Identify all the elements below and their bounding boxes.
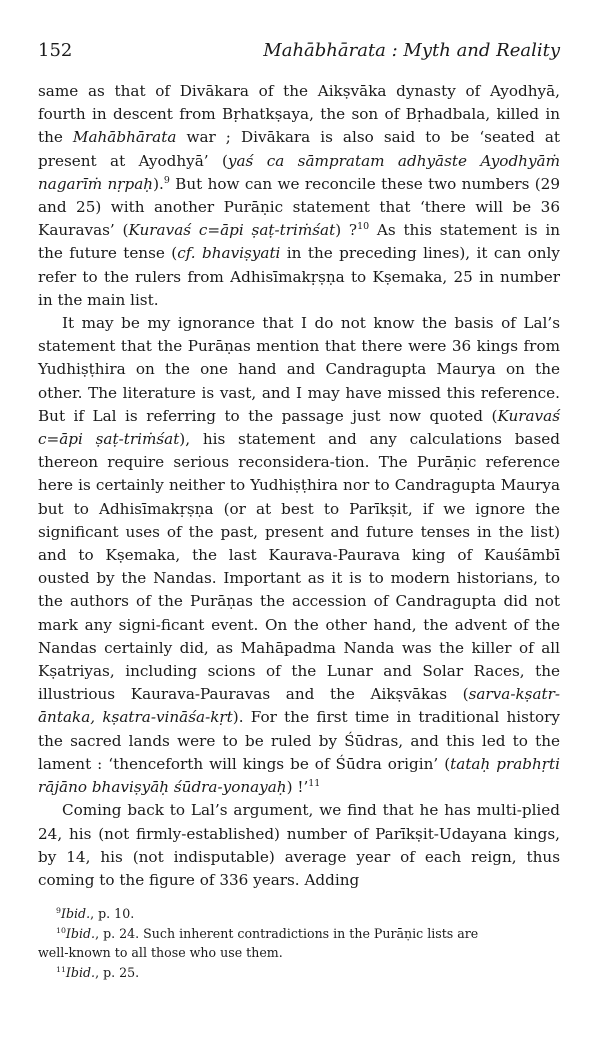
text-run: ) ? xyxy=(335,221,358,240)
footnote xyxy=(38,943,560,963)
italic-text: Mahābhārata xyxy=(72,128,177,147)
text-run: ). xyxy=(153,174,164,193)
footnote-marker: 11 xyxy=(308,778,321,790)
footnote-marker: 9 xyxy=(56,905,61,915)
paragraph xyxy=(38,80,560,312)
page-number: 152 xyxy=(38,40,73,61)
italic-text: Ibid. xyxy=(65,964,96,980)
footnote xyxy=(38,924,560,944)
footnote xyxy=(38,904,560,924)
italic-text: Kuravaś c=āpi ṣaṭ-triṁśat xyxy=(38,406,560,449)
italic-text: sarva-kṣatr-āntaka, kṣatra-vināśa-kṛt xyxy=(38,685,560,727)
page-header xyxy=(38,40,560,61)
body-text xyxy=(38,80,560,892)
text-run: in the preceding lines), it can only refer to the rulers from Adhisīmakṛṣṇa to Kṣemaka, 25 in number in the main list. xyxy=(38,244,560,309)
italic-text: cf. bhaviṣyati xyxy=(177,244,281,263)
text-run: ) !’ xyxy=(286,778,309,797)
text-run: ). For the first time in traditional history the sacred lands were to be ruled by Śūdras, and this led to the lament : ‘thenceforth will kings be of Śūdra origin’ ( xyxy=(38,708,561,773)
text-run: ), his statement and any calculations based thereon require serious reconsidera-tion. The Purāṇic reference here is certainly neither to Yudhiṣṭhira nor to Candragupta Maurya but to Adhisīmakṛṣṇa (or at best to Parīkṣit, if we ignore the significant uses of the past, present and future tenses in the list) and to Kṣemaka, the last Kaurava-Paurava king of Kauśāmbī ousted by the Nandas. Important as it is to modern historians, to the authors of the Purāṇas the accession of Candragupta did not mark any signi-ficant event. On the other hand, the advent of the Nandas certainly did, as Mahāpadma Nanda was the killer of all Kṣatriyas, including scions of the Lunar and Solar Races, the illustrious Kaurava-Pauravas and the Aikṣvākas ( xyxy=(38,430,560,704)
paragraph xyxy=(38,312,560,799)
footnote-marker: 9 xyxy=(163,174,170,186)
italic-text: yaś ca sāmpratam adhyāste Ayodhyāṁ nagarīṁ nṛpaḥ xyxy=(38,151,560,193)
paragraph xyxy=(38,799,560,892)
text-run: war ; Divākara is also said to be ‘seated at present at Ayodhyā’ ( xyxy=(38,128,560,170)
text-run: But how can we reconcile these two numbers (29 and 25) with another Purāṇic statement that ‘there will be 36 Kauravas’ ( xyxy=(38,174,560,240)
text-run: , p. 24. Such inherent contradictions in the Purāṇic lists are xyxy=(95,925,479,941)
text-run: , p. 25. xyxy=(95,964,140,980)
footnote xyxy=(38,963,560,983)
italic-text: tataḥ prabhṛti rājāno bhaviṣyāḥ śūdra-yonayaḥ xyxy=(38,754,561,797)
text-run: , p. 10. xyxy=(90,906,135,921)
footnote-marker: 11 xyxy=(56,964,66,974)
text-run: It may be my ignorance that I do not know the basis of Lal’s statement that the Purāṇas mention that there were 36 kings from Yudhiṣṭhira on the one hand and Candragupta Maurya on the other. The literature is vast, and I may have missed this reference. But if Lal is referring to the passage just now quoted ( xyxy=(38,314,560,425)
text-run: Coming back to Lal’s argument, we find that he has multi-plied 24, his (not firmly-established) number of Parīkṣit-Udayana kings, by 14, his (not indisputable) average year of each reign, thus coming to the figure of 336 years. Adding xyxy=(38,801,560,889)
italic-text: Ibid. xyxy=(65,925,96,941)
footnote-marker: 10 xyxy=(56,925,66,935)
footnotes xyxy=(38,904,560,982)
italic-text: Kuravaś c=āpi ṣaṭ-triṁśat xyxy=(128,221,336,240)
text-run: well-known to all those who use them. xyxy=(38,945,283,960)
running-title: Mahābhārata : Myth and Reality xyxy=(263,40,560,61)
italic-text: Ibid. xyxy=(60,906,91,921)
text-run: As this statement is in the future tense ( xyxy=(38,221,561,263)
text-run: same as that of Divākara of the Aikṣvāka dynasty of Ayodhyā, fourth in descent from Bṛhatkṣaya, the son of Bṛhadbala, killed in the xyxy=(38,82,560,147)
footnote-marker: 10 xyxy=(357,221,370,233)
